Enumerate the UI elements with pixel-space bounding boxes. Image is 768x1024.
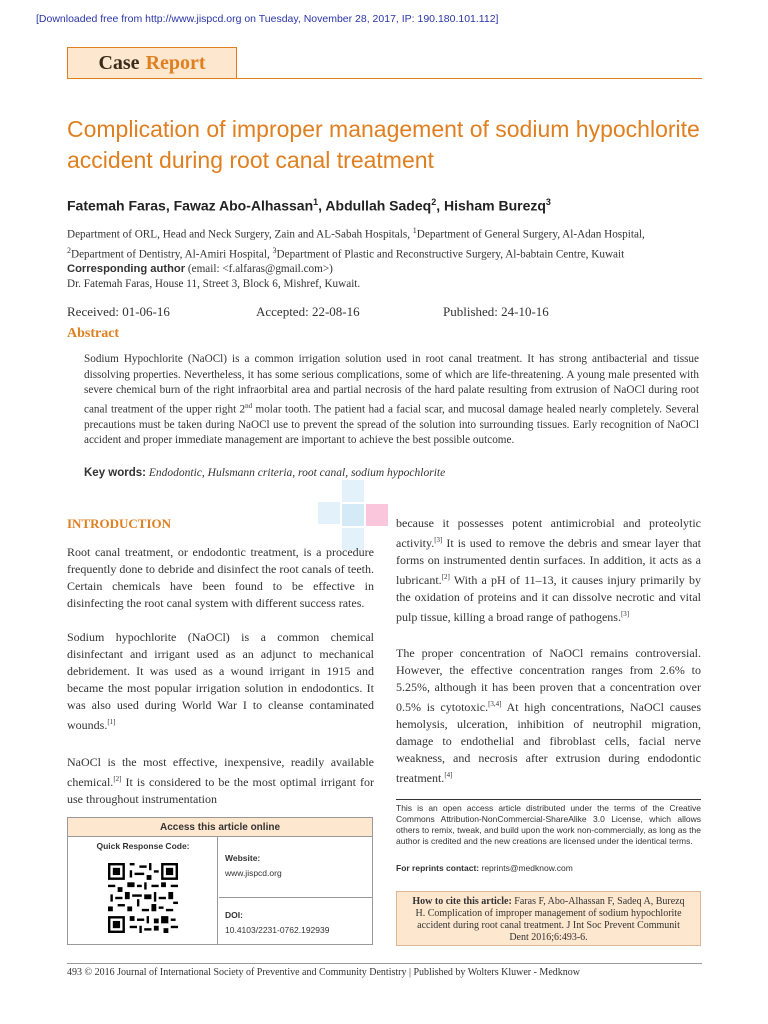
citation-label: How to cite this article:	[412, 896, 512, 907]
author-name: Abdullah Sadeq	[325, 197, 432, 214]
intro-paragraph-2: Sodium hypochlorite (NaOCl) is a common chemical disinfectant and irrigant used as an adjunct to mechanical debridement. It was used as a wound irrigant in 1915 and became the most popular irrigation solution in endodontics. It was also used during World War I to cleanse contaminated wounds.[1]	[67, 630, 374, 732]
footer-rule	[67, 963, 702, 964]
intro-paragraph-1: Root canal treatment, or endodontic treatment, is a procedure frequently done to debride and disinfect the root canals of teeth. Certain chemicals have been found to be effective in disinfecting the root canal system with different success rates.	[67, 545, 374, 610]
download-notice: [Downloaded free from http://www.jispcd.org on Tuesday, November 28, 2017, IP: 190.180.101.112]	[36, 13, 499, 25]
date-accepted: Accepted: 22-08-16	[256, 304, 360, 319]
affiliation: Department of Dentistry, Al-Amiri Hospital,	[71, 248, 273, 261]
doi-label: DOI:	[225, 910, 243, 920]
author-name: Hisham Burezq	[444, 197, 546, 214]
author-list: Fatemah Faras, Fawaz Abo-Alhassan$^1$, Abdullah Sadeq$^2$, Hisham Burezq$^3$	[67, 197, 551, 214]
qr-panel	[68, 837, 218, 944]
citation-box	[396, 891, 701, 946]
section-label	[67, 47, 237, 79]
affiliation-sup: 2	[67, 245, 71, 255]
access-heading: Access this article online	[68, 818, 372, 837]
watermark-icon	[318, 474, 398, 554]
section-label-part1: Case	[98, 51, 140, 74]
reprints-email[interactable]: reprints@medknow.com	[481, 863, 573, 873]
intro-paragraph-5: The proper concentration of NaOCl remains controversial. However, the effective concentration ranges from 2.6% to 5.25%, although it has been proven that a concentration over 0.5% is cytotoxic.[3,4] At high concentrations, NaOCl causes hemolysis, ulceration, inhibition of neutrophil migration, damage to endothelial and fibroblast cells, facial nerve weakness, and necrosis after extrusion during endodontic treatment.[4]	[396, 646, 701, 785]
author-sup: 3	[545, 197, 551, 207]
author-name: Fatemah Faras	[67, 197, 166, 214]
abstract-text: Sodium Hypochlorite (NaOCl) is a common irrigation solution used in root canal treatment. It has strong antibacterial and tissue dissolving properties. Nevertheless, it has some serious complications, some of which are life-threatening. A young male presented with severe chemical burn of the right infraorbital area and partial necrosis of the hard palate resulting from extrusion of NaOCl during root canal treatment of the upper right 2nd molar tooth. The patient had a facial scar, and mucosal damage healed nearly completely. Several precautions must be taken during NaOCl use to prevent the spread of the solution into surrounding tissues. Early recognition of NaOCl accident and proper immediate management are important to achieve the best possible outcome.	[84, 353, 699, 447]
article-title: Complication of improper management of sodium hypochlorite accident during root canal treatment	[67, 116, 700, 173]
affiliation: Department of General Surgery, Al-Adan Hospital,	[416, 228, 645, 241]
author-sup: 1	[313, 197, 319, 207]
section-rule	[237, 78, 702, 79]
abstract-heading: Abstract	[67, 326, 120, 341]
website-label: Website:	[225, 853, 261, 863]
affiliation: Department of ORL, Head and Neck Surgery, Zain and AL-Sabah Hospitals,	[67, 228, 413, 241]
access-divider	[219, 897, 372, 898]
website-link[interactable]: www.jispcd.org	[225, 868, 282, 878]
author-sup: 2	[431, 197, 437, 207]
doi-value[interactable]: 10.4103/2231-0762.192939	[225, 925, 330, 935]
author-name: Fawaz Abo-Alhassan	[173, 197, 314, 214]
page-footer: 493 © 2016 Journal of International Society of Preventive and Community Dentistry | Published by Wolters Kluwer - Medknow	[67, 967, 580, 978]
qr-label: Quick Response Code:	[96, 841, 190, 851]
keywords-value: Endodontic, Hulsmann criteria, root canal, sodium hypochlorite	[148, 467, 446, 479]
affiliations	[67, 223, 707, 262]
citation-text: Faras F, Abo-Alhassan F, Sadeq A, Burezq H. Complication of improper management of sodium hypochlorite accident during root canal treatment. J Int Soc Prevent Communit Dent 2016;6:493-6.	[415, 896, 685, 943]
affiliation-sup: 1	[412, 226, 417, 235]
qr-code-icon[interactable]	[108, 863, 178, 933]
affiliation: Department of Plastic and Reconstructive Surgery, Al-babtain Centre, Kuwait	[276, 248, 625, 261]
date-received: Received: 01-06-16	[67, 304, 170, 319]
reprints-label: For reprints contact:	[396, 863, 480, 873]
date-published: Published: 24-10-16	[443, 304, 549, 319]
access-box	[67, 817, 373, 945]
section-label-part2: Report	[145, 51, 206, 74]
introduction-heading: INTRODUCTION	[67, 516, 172, 531]
corresponding-email: (email: <f.alfaras@gmail.com>)	[187, 263, 333, 275]
corresponding-author	[67, 262, 707, 292]
open-access-notice: This is an open access article distributed under the terms of the Creative Commons Attribution-NonCommercial-ShareAlike 3.0 License, which allows others to remix, tweak, and build upon the work non-commercially, as long as the author is credited and the new creations are licensed under the identical terms.	[396, 803, 701, 846]
reprints-contact	[396, 863, 573, 873]
access-info-panel	[219, 837, 372, 944]
intro-paragraph-4: because it possesses potent antimicrobial and proteolytic activity.[3] It is used to remove the debris and smear layer that forms on instrumented dentin surfaces. In addition, it acts as a lubricant.[2] With a pH of 11–13, it causes injury primarily by the oxidation of proteins and it can dissolve necrotic and vital pulp tissue, killing a broad range of pathogens.[3]	[396, 516, 701, 624]
open-access-rule	[396, 799, 701, 800]
corresponding-address: Dr. Fatemah Faras, House 11, Street 3, Block 6, Mishref, Kuwait.	[67, 278, 361, 290]
corresponding-label: Corresponding author	[67, 263, 186, 275]
keywords-label: Key words:	[84, 467, 146, 479]
affiliation-sup: 3	[272, 245, 277, 255]
intro-paragraph-3: NaOCl is the most effective, inexpensive, readily available chemical.[2] It is considered to be the most optimal irrigant for use throughout instrumentation	[67, 755, 374, 806]
